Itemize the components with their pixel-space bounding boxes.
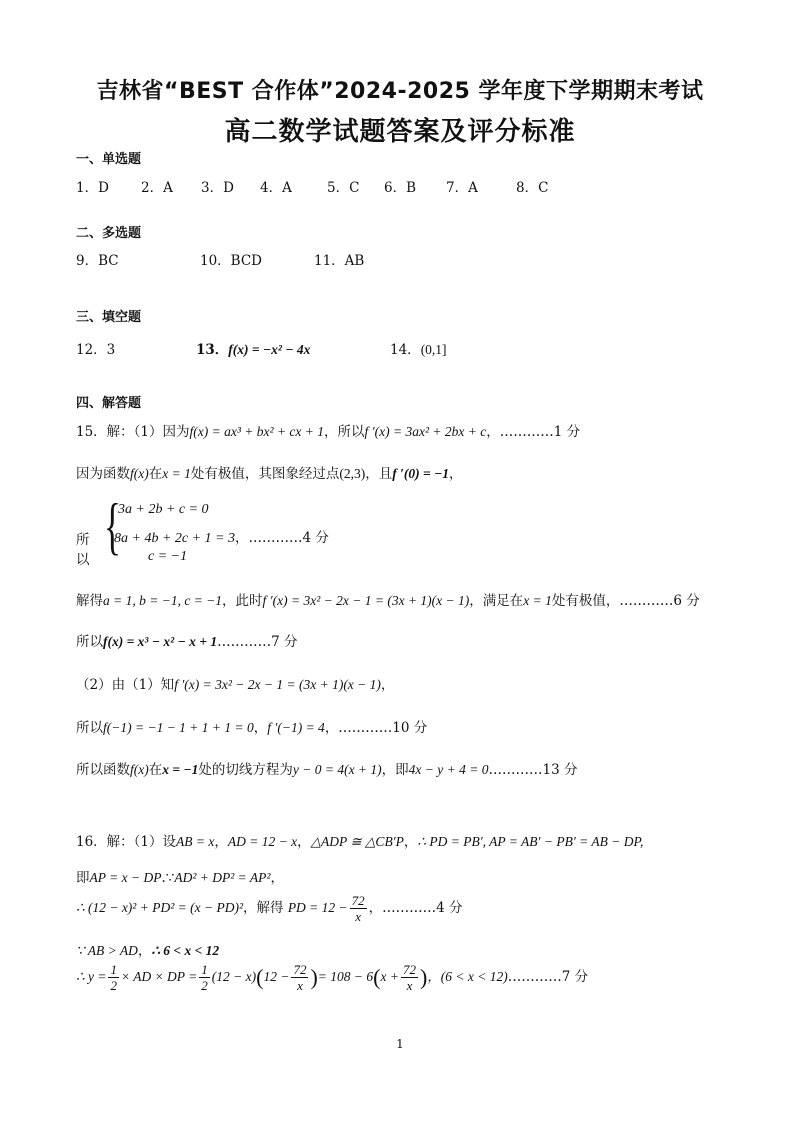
section-solutions: 四、解答题 <box>76 396 142 411</box>
answer-13 <box>196 338 310 358</box>
right-paren-icon: ) <box>310 964 318 990</box>
q15-l4-b: ，此时 <box>222 593 263 609</box>
answer-14 <box>390 338 447 358</box>
q15-l8-d: ，即 <box>381 762 409 778</box>
section-multi-choice: 二、多选题 <box>76 226 142 241</box>
q15-l1-a: 15．解：（1）因为 <box>76 424 190 440</box>
q16-l5-half2 <box>199 962 210 993</box>
exam-title: 吉林省“BEST 合作体”2024-2025 学年度下学期期末考试 <box>96 79 704 104</box>
q16-l1-ad: AD = 12 − x <box>227 834 298 849</box>
answer-8: 8．C <box>516 180 549 196</box>
q16-l3-fraction <box>350 893 367 924</box>
q16-l5-frac2-num: 72 <box>402 962 416 977</box>
q15-l2-c: 处有极值，其图象经过点 <box>190 466 340 482</box>
answer-10: 10．BCD <box>200 253 263 269</box>
page-number: 1 <box>396 1037 404 1051</box>
q15-l8-c: 处的切线方程为 <box>198 762 293 778</box>
q15-line5 <box>76 630 297 650</box>
q15-l8-a: 所以函数 <box>76 762 130 778</box>
q15-sys-eq2 <box>114 526 329 547</box>
q15-l7-score: ，…………10 分 <box>324 720 428 736</box>
q16-l5-half1-num: 1 <box>110 962 117 977</box>
q15-l8-eq2: 4x − y + 4 = 0 <box>408 762 489 777</box>
q16-l5-frac2-den: x <box>406 978 413 993</box>
q15-line1 <box>76 420 580 440</box>
q15-l8-eq: y − 0 = 4(x + 1) <box>292 762 382 777</box>
q16-l2-eq: AP = x − DP <box>89 870 162 885</box>
answer-13-label: 13． <box>196 342 229 358</box>
q16-l3-pd: PD = 12 − <box>287 900 348 915</box>
q15-l4-d: 处有极值，…………6 分 <box>551 593 700 609</box>
q16-l5-half2-den: 2 <box>201 978 208 993</box>
q16-line3 <box>76 893 463 924</box>
q16-l1-ab: AB = x <box>176 834 215 849</box>
q16-l5-a: ∴ y = <box>76 969 107 984</box>
q15-sys-label: 所以 <box>76 532 90 568</box>
answer-11: 11．AB <box>314 253 365 269</box>
q15-l5-a: 所以 <box>76 634 103 650</box>
q15-line8 <box>76 758 577 778</box>
answer-3: 3．D <box>201 180 234 196</box>
q15-l2-cond: f ′(0) = −1 <box>392 466 450 481</box>
q15-l1-b: ，所以 <box>324 424 365 440</box>
q16-l5-frac1-den: x <box>297 978 303 993</box>
section-fill-blank: 三、填空题 <box>76 310 142 325</box>
q15-l2-x: x = 1 <box>162 466 191 481</box>
q16-l5-f: x + <box>380 969 399 984</box>
q16-l3-den: x <box>355 909 362 924</box>
q16-l3-num: 72 <box>351 893 365 908</box>
q15-l7-a: 所以 <box>76 720 103 736</box>
answer-13-expr: f(x) = −x² − 4x <box>228 342 311 357</box>
q15-l5-score: …………7 分 <box>217 634 298 650</box>
answer-6: 6．B <box>384 180 417 196</box>
q16-l4-eq: ∵ AB > AD <box>76 943 138 958</box>
answer-14-expr: (0,1] <box>420 342 447 357</box>
q15-l6-b: ， <box>380 677 395 693</box>
answer-14-label: 14． <box>390 342 421 358</box>
left-paren-icon: ( <box>373 964 381 990</box>
answer-5: 5．C <box>327 180 360 196</box>
q15-l4-a: 解得 <box>76 593 103 609</box>
q15-l2-b: 在 <box>148 466 163 482</box>
q15-l7-f: f(−1) = −1 − 1 + 1 + 1 = 0 <box>103 720 254 735</box>
q15-line2 <box>76 462 463 482</box>
q16-l2-eq2: AD² + DP² = AP² <box>174 870 271 885</box>
q16-l3-eq: ∴ (12 − x)² + PD² = (x − PD)² <box>76 900 244 915</box>
q15-l2-a: 因为函数 <box>76 466 130 482</box>
q16-l2-a: 即 <box>76 870 90 886</box>
answer-9: 9．BC <box>76 253 119 269</box>
q15-l2-e: ， <box>449 466 463 482</box>
exam-subtitle: 高二数学试题答案及评分标准 <box>224 117 576 147</box>
q15-line6 <box>76 673 394 693</box>
q15-l4-x: x = 1 <box>523 593 552 608</box>
q15-sys-eq3: c = −1 <box>148 549 188 564</box>
q15-sys-score: ，…………4 分 <box>235 530 329 546</box>
q16-l3-b: ，解得 <box>243 900 284 916</box>
answer-2: 2．A <box>141 180 173 196</box>
q16-l5-frac2 <box>401 962 418 993</box>
q16-l1-d: ， <box>403 834 418 850</box>
q16-line1 <box>76 830 643 850</box>
q15-l1-score: ，…………1 分 <box>486 424 581 440</box>
q15-l4-c: ，满足在 <box>469 593 524 609</box>
q15-sys-eq1: 3a + 2b + c = 0 <box>118 502 209 517</box>
q16-l3-score: ，…………4 分 <box>368 900 463 916</box>
answer-4: 4．A <box>260 180 292 196</box>
answer-7: 7．A <box>446 180 478 196</box>
q15-l8-x: x = −1 <box>162 762 199 777</box>
q15-l2-f: f(x) <box>130 466 149 481</box>
q16-l4-b: ， <box>137 943 152 959</box>
answer-12: 12．3 <box>76 342 116 358</box>
q15-l8-f: f(x) <box>130 762 149 777</box>
q15-l2-d: ，且 <box>365 466 393 482</box>
left-brace-icon: { <box>104 490 121 561</box>
q15-l1-fp: f ′(x) = 3ax² + 2bx + c <box>364 424 487 439</box>
q15-l4-fp: f ′(x) = 3x² − 2x − 1 = (3x + 1)(x − 1) <box>262 593 470 608</box>
q16-l5-score: …………7 分 <box>507 969 589 985</box>
q16-l5-half2-num: 1 <box>201 962 208 977</box>
q15-line4 <box>76 589 700 609</box>
q15-l8-score: …………13 分 <box>488 762 578 778</box>
q15-sys-eq2-text: 8a + 4b + 2c + 1 = 3 <box>114 531 236 546</box>
q16-l2-b: .∵ <box>161 870 175 886</box>
q16-l5-e: = 108 − 6 <box>317 969 374 984</box>
q16-l1-a: 16．解：（1）设 <box>76 834 177 850</box>
q15-l2-pt: (2,3) <box>339 466 366 481</box>
q15-l1-f: f(x) = ax³ + bx² + cx + 1 <box>189 424 325 439</box>
q16-line5 <box>76 962 588 993</box>
q15-l7-fp: f ′(−1) = 4 <box>267 720 325 735</box>
q16-l2-c: ， <box>270 870 284 886</box>
q16-line4 <box>76 939 219 959</box>
q15-l4-vals: a = 1, b = −1, c = −1 <box>103 593 223 608</box>
q16-l1-tri: △ADP ≅ △CB′P <box>310 834 404 849</box>
section-single-choice: 一、单选题 <box>76 152 142 167</box>
q16-l5-b: × AD × DP = <box>120 969 198 984</box>
q16-l5-frac1 <box>291 962 308 993</box>
right-paren-icon: ) <box>419 964 428 990</box>
q15-l7-b: ， <box>253 720 268 736</box>
q15-l5-f: f(x) = x³ − x² − x + 1 <box>103 634 218 649</box>
q15-l6-fp: f ′(x) = 3x² − 2x − 1 = (3x + 1)(x − 1) <box>174 677 381 692</box>
q15-l8-b: 在 <box>148 762 163 778</box>
answer-1: 1．D <box>76 180 109 196</box>
q16-l1-therefore: ∴ PD = PB′, AP = AB′ − PB′ = AB − DP, <box>417 834 644 849</box>
q16-l5-range: ，(6 < x < 12) <box>427 969 508 984</box>
q16-line2 <box>76 866 284 886</box>
q16-l1-c: ， <box>297 834 311 850</box>
q16-l5-frac1-num: 72 <box>293 962 307 977</box>
q16-l4-range: ∴ 6 < x < 12 <box>151 943 220 958</box>
q16-l5-c: (12 − x) <box>211 969 257 984</box>
q16-l1-b: ， <box>214 834 228 850</box>
q16-l5-half1 <box>108 962 119 993</box>
q15-l6-a: （2）由（1）知 <box>76 677 175 693</box>
q15-line7 <box>76 716 427 736</box>
q16-l5-half1-den: 2 <box>110 978 117 993</box>
left-paren-icon: ( <box>256 964 264 990</box>
q16-l5-d: 12 − <box>263 969 290 984</box>
